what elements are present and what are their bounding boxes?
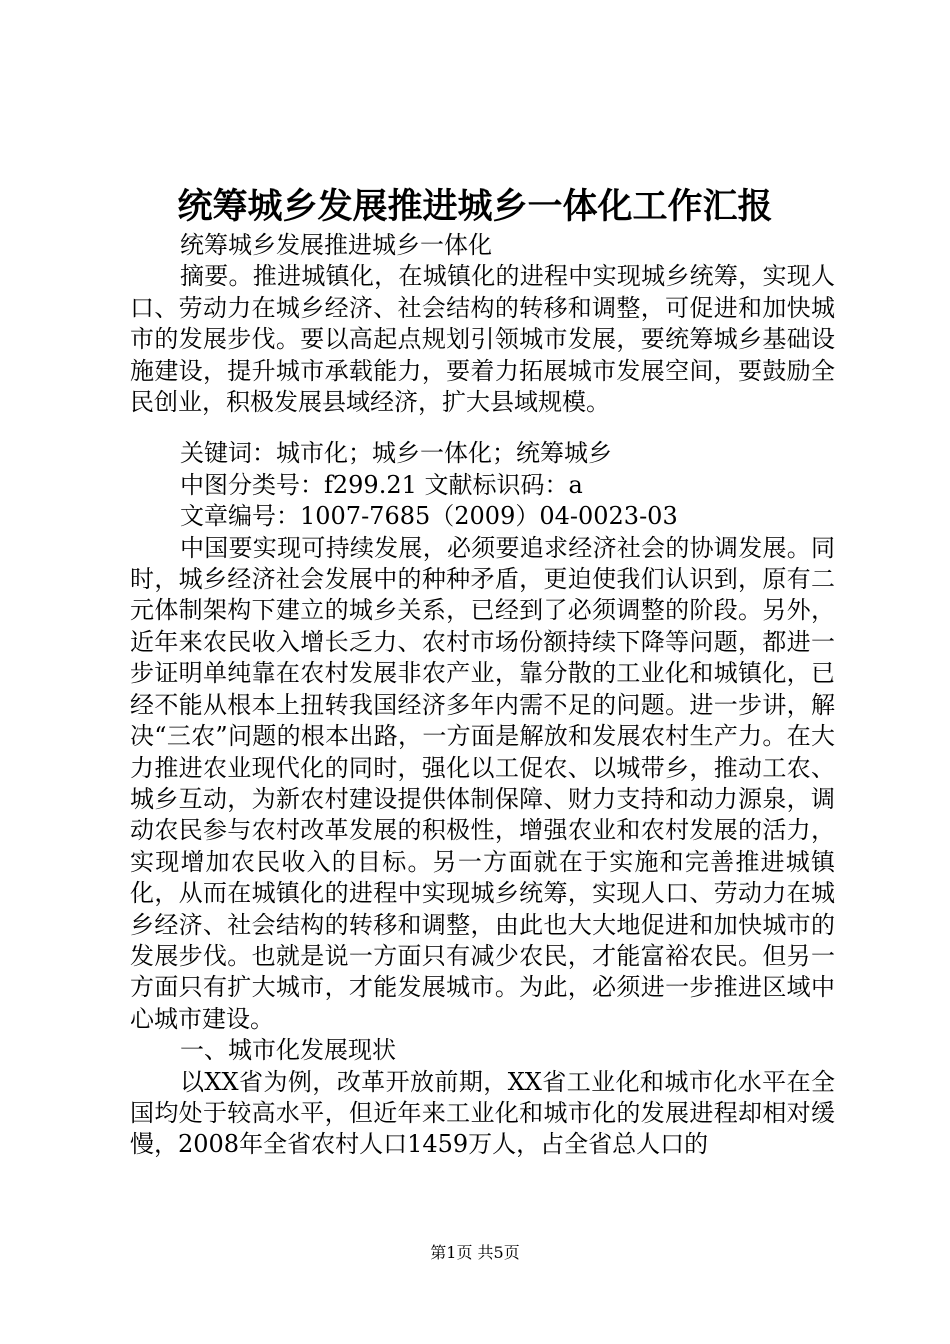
keywords-paragraph: 关键词：城市化；城乡一体化；统筹城乡 [180, 439, 612, 468]
article-number-paragraph: 文章编号：1007-7685（2009）04-0023-03 [180, 502, 678, 531]
document-title: 统筹城乡发展推进城乡一体化工作汇报 [177, 186, 773, 227]
document-body [130, 230, 835, 1161]
body-paragraph: 以XX省为例，改革开放前期，XX省工业化和城市化水平在全国均处于较高水平，但近年来工业化和城市化的发展进程却相对缓慢，2008年全省农村人口1459万人，占全省总人口的 [130, 1067, 835, 1159]
body-paragraph: 中国要实现可持续发展，必须要追求经济社会的协调发展。同时，城乡经济社会发展中的种种矛盾，更迫使我们认识到，原有二元体制架构下建立的城乡关系，已经到了必须调整的阶段。另外，近年来农民收入增长乏力、农村市场份额持续下降等问题，都进一步证明单纯靠在农村发展非农产业，靠分散的工业化和城镇化，已经不能从根本上扭转我国经济多年内需不足的问题。进一步讲，解决“三农”问题的根本出路，一方面是解放和发展农村生产力。在大力推进农业现代化的同时，强化以工促农、以城带乡，推动工农、城乡互动，为新农村建设提供体制保障、财力支持和动力源泉，调动农民参与农村改革发展的积极性，增强农业和农村发展的活力，实现增加农民收入的目标。另一方面就在于实施和完善推进城镇化，从而在城镇化的进程中实现城乡统筹，实现人口、劳动力在城乡经济、社会结构的转移和调整，由此也大大地促进和加快城市的发展步伐。也就是说一方面只有减少农民，才能富裕农民。但另一方面只有扩大城市，才能发展城市。为此，必须进一步推进区域中心城市建设。 [130, 533, 835, 1033]
abstract-paragraph: 摘要。推进城镇化，在城镇化的进程中实现城乡统筹，实现人口、劳动力在城乡经济、社会结构的转移和调整，可促进和加快城市的发展步伐。要以高起点规划引领城市发展，要统筹城乡基础设施建设，提升城市承载能力，要着力拓展城市发展空间，要鼓励全民创业，积极发展县域经济，扩大县域规模。 [130, 262, 835, 417]
classification-paragraph: 中图分类号：f299.21 文献标识码：a [180, 470, 583, 499]
section-heading: 一、城市化发展现状 [180, 1036, 396, 1065]
page-number-footer: 第1页 共5页 [430, 1243, 520, 1262]
subtitle-paragraph: 统筹城乡发展推进城乡一体化 [180, 231, 492, 259]
